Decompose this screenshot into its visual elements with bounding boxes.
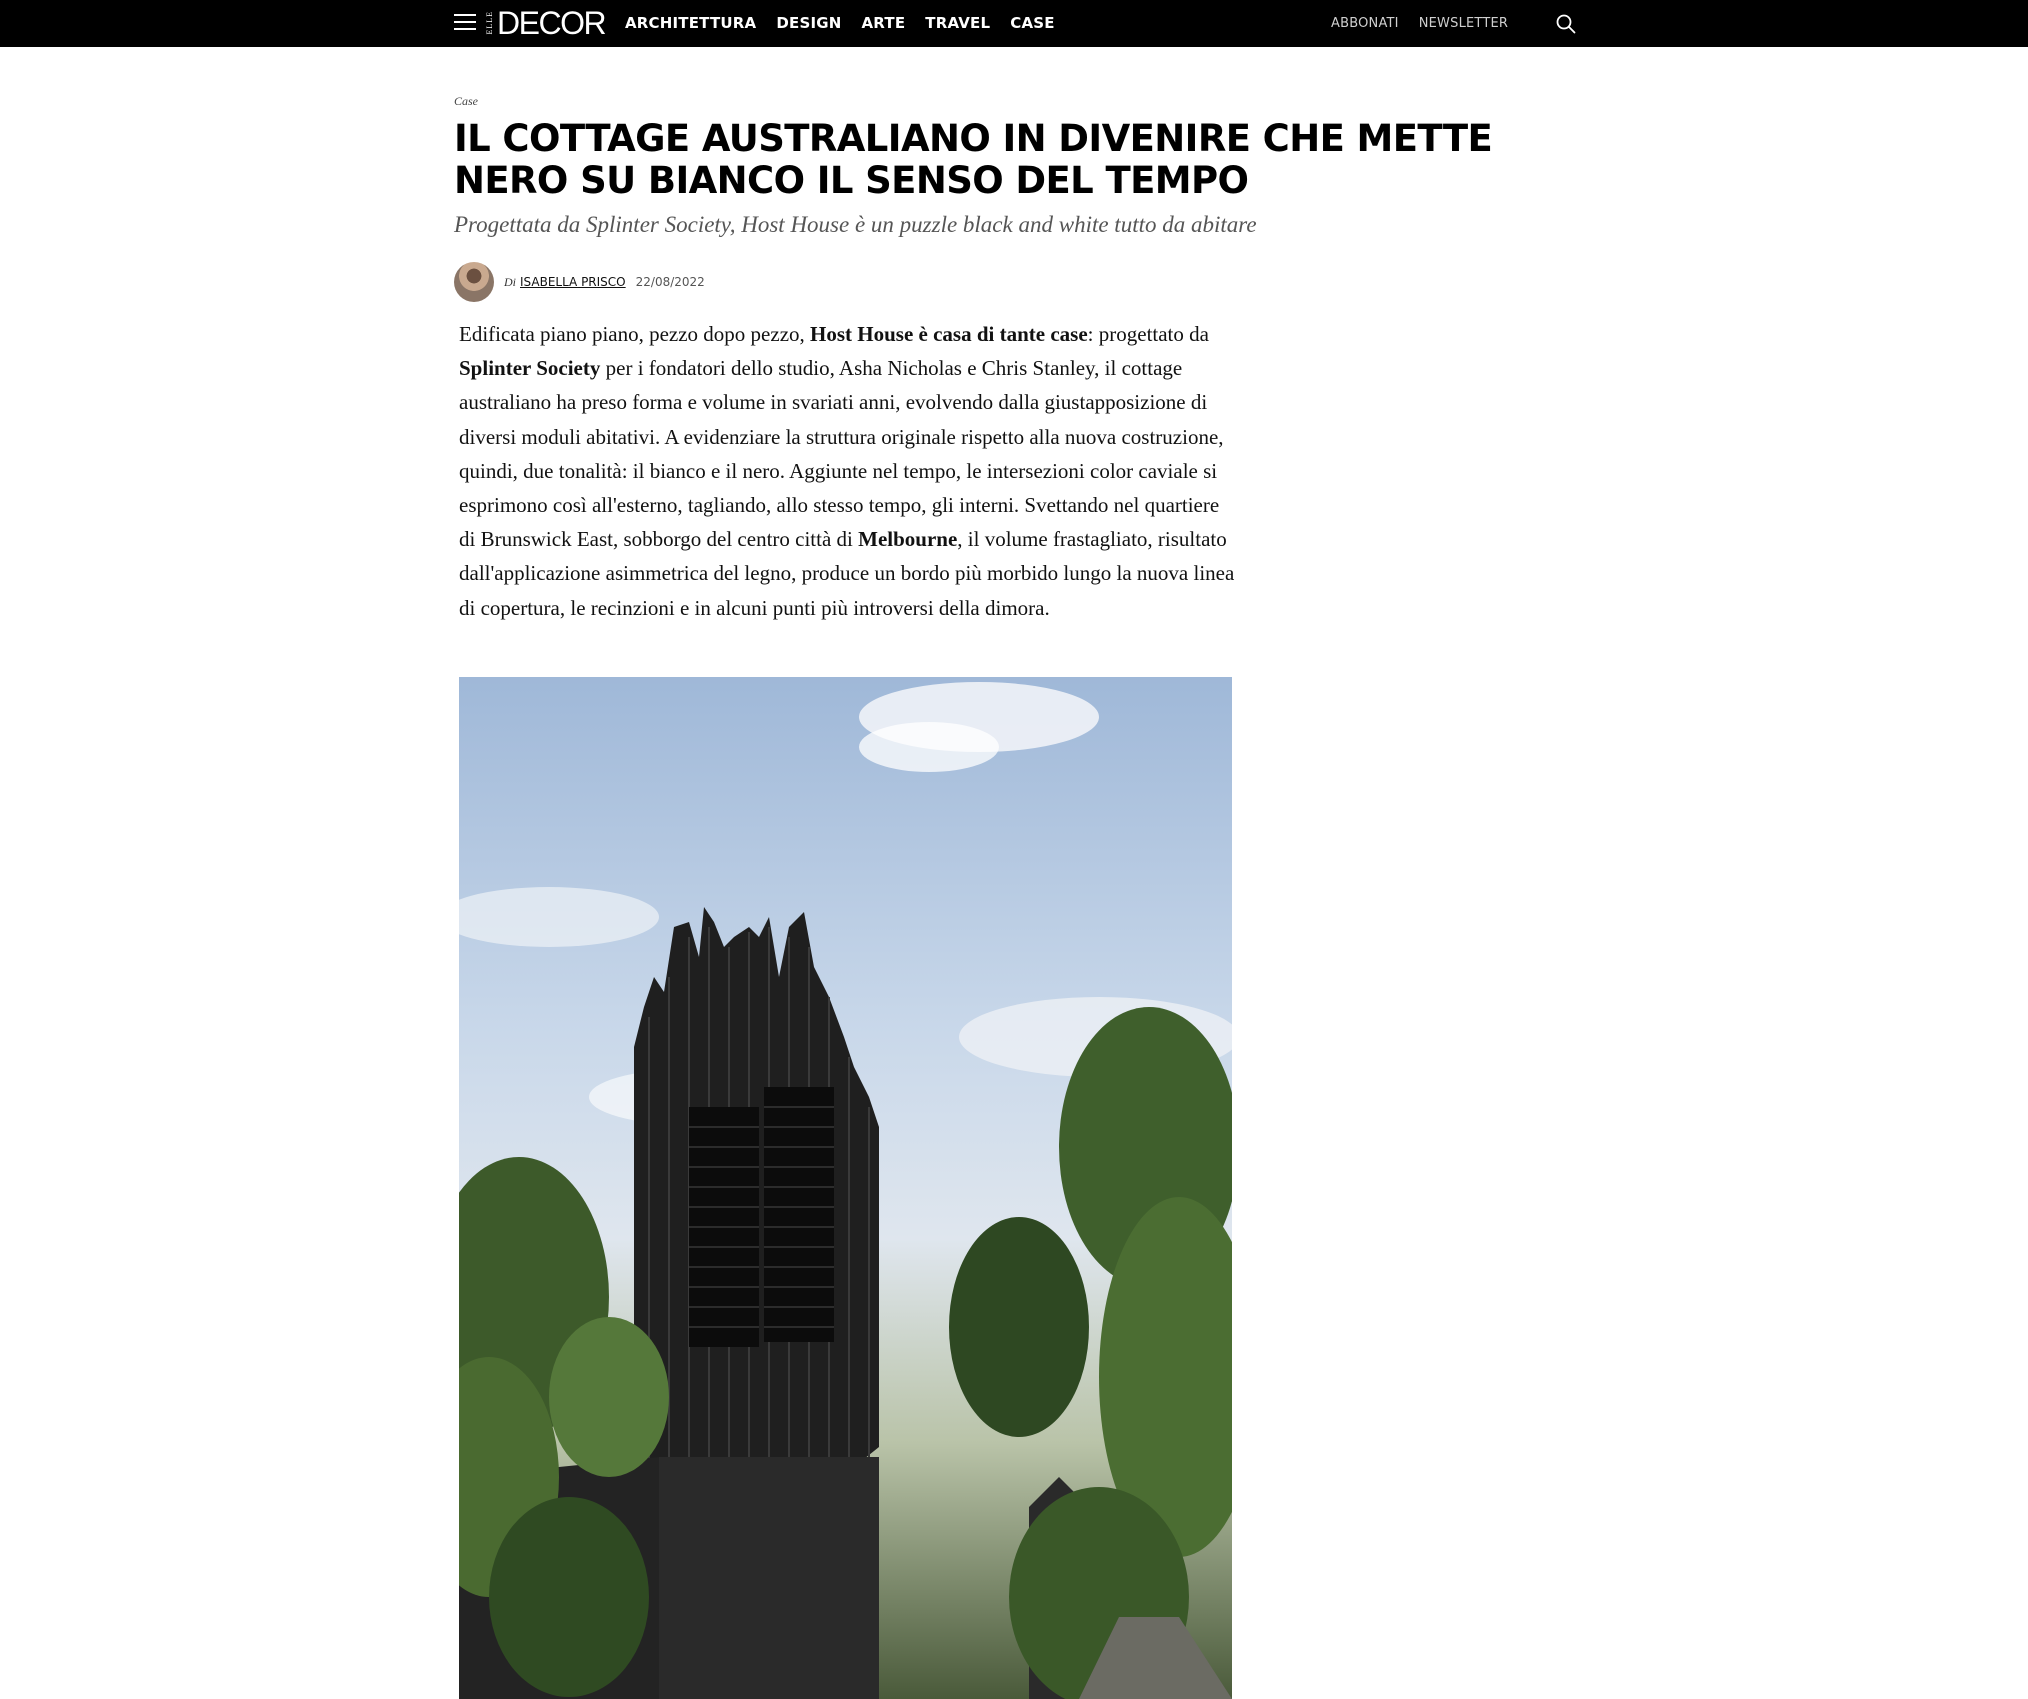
article-category[interactable]: Case <box>454 94 478 108</box>
top-navigation-bar <box>0 0 2028 47</box>
nav-item-arte[interactable]: ARTE <box>861 14 906 32</box>
article-hero-image[interactable] <box>459 677 1232 1699</box>
newsletter-link[interactable]: NEWSLETTER <box>1418 16 1509 31</box>
article-title: IL COTTAGE AUSTRALIANO IN DIVENIRE CHE METTE NERO SU BIANCO IL SENSO DEL TEMPO <box>454 117 1493 202</box>
article-body-paragraph <box>459 317 1239 625</box>
byline-prefix: Di <box>504 274 516 289</box>
nav-item-architettura[interactable]: ARCHITETTURA <box>625 14 757 32</box>
subscribe-link[interactable]: ABBONATI <box>1331 16 1399 31</box>
body-bold-host-house: Host House è casa di tante case <box>810 322 1088 346</box>
body-text-3: per i fondatori dello studio, Asha Nicholas e Chris Stanley, il cottage australiano ha preso forma e volume in svariati anni, evolvendo dalla giustapposizione di diversi moduli abitativi. A evidenziare la struttura originale rispetto alla nuova costruzione, quindi, due tonalità: il bianco e il nero. Aggiunte nel tempo, le intersezioni color caviale si esprimono così all'esterno, tagliando, allo stesso tempo, gli interni. Svettando nel quartiere di Brunswick East, sobborgo del centro città di <box>459 356 1224 552</box>
logo-decor-text: DECOR <box>497 5 606 41</box>
body-bold-melbourne: Melbourne <box>858 527 958 552</box>
nav-item-case[interactable]: CASE <box>1010 14 1055 32</box>
article-subtitle: Progettata da Splinter Society, Host House è un puzzle black and white tutto da abitare <box>454 212 1257 237</box>
utility-nav <box>1331 16 1508 31</box>
nav-item-travel[interactable]: TRAVEL <box>925 14 991 32</box>
body-text-2: : progettato da <box>1087 322 1209 346</box>
body-text-4: , il volume frastagliato, risultato dall'applicazione asimmetrica del legno, produce un bordo più morbido lungo la nuova linea di copertura, le recinzioni e in alcuni punti più introversi della dimora. <box>459 527 1235 620</box>
byline <box>454 262 705 302</box>
logo-elle-text: ELLE <box>485 11 494 35</box>
search-icon[interactable] <box>1555 13 1577 35</box>
nav-item-design[interactable]: DESIGN <box>776 14 842 32</box>
author-avatar[interactable] <box>454 262 494 302</box>
publish-date: 22/08/2022 <box>635 275 705 289</box>
author-link[interactable]: ISABELLA PRISCO <box>520 275 626 289</box>
main-nav <box>625 14 1055 32</box>
hamburger-menu-icon[interactable] <box>454 14 476 32</box>
body-bold-splinter-society: Splinter Society <box>459 356 601 381</box>
site-logo[interactable] <box>485 6 605 40</box>
house-photo-illustration <box>459 677 1232 1699</box>
body-text-1: Edificata piano piano, pezzo dopo pezzo, <box>459 322 811 346</box>
